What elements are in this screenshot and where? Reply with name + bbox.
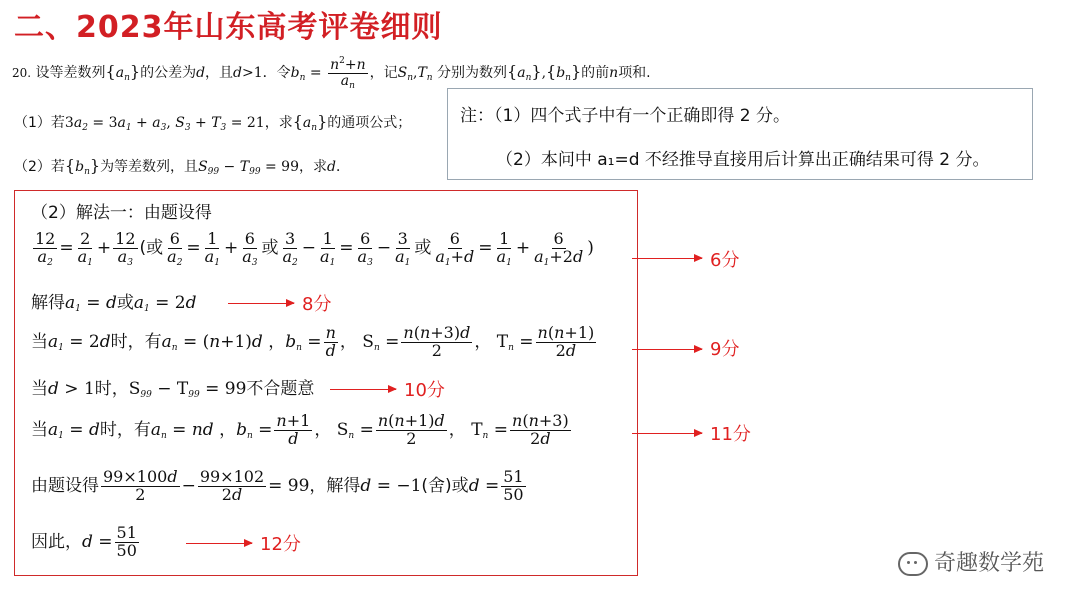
page-title: 二、2023年山东高考评卷细则 [14,10,443,45]
score-arrow-12 [186,543,252,544]
problem-part-2: （2）若$\{b_n\}$为等差数列，且$S_{99} - T_{99} = 99$，求d． [14,156,350,177]
note-line-2: （2）本问中 a₁=d 不经推导直接用后计算出正确结果可得 2 分。 [496,150,990,170]
score-arrow-9 [632,349,702,350]
solution-case-3: 当a1 = d时，有an = nd ，bn = $\frac{n+1}{d}$ ， Sn = $\frac{n(n+1)d}{2}$ ， Tn = $\frac{n(n+3)}{2d}$ [31,411,569,448]
watermark [898,546,1044,577]
score-arrow-8 [228,303,294,304]
score-label-12: 12分 [260,534,301,555]
score-label-10: 10分 [404,380,445,401]
solution-step-solve: 解得a1 = d或a1 = 2d [31,293,197,314]
problem-part-1: （1）若$3a_2 = 3a_1 + a_3$, $S_3 + T_3 = 21$，求$\{a_n\}$的通项公式； [14,112,412,133]
score-label-6: 6分 [710,250,740,271]
solution-case-1: 当a1 = 2d时，有an = (n+1)d ，bn = $\frac{n}{d}$ ， Sn = $\frac{n(n+3)d}{2}$ ， Tn = $\frac{n(n+1)}{2d}$ [31,323,595,360]
solution-header: （2）解法一：由题设得 [31,203,212,223]
solution-box [14,190,638,576]
solution-case-2: 当d > 1时，S99 − T99 = 99不合题意 [31,379,315,400]
score-arrow-11 [632,433,702,434]
score-label-8: 8分 [302,294,332,315]
score-label-9: 9分 [710,339,740,360]
solution-step-equations: $\frac{12}{a2}$ = $\frac{2}{a1}$ + $\frac{12}{a3}$ (或 $\frac{6}{a2}$ = $\frac{1}{a1}$ + $\frac{6}{a3}$ 或 $\frac{3}{a2}$ − $\frac{1}{a1}$ = $\frac{6}{a3}$ − $\frac{3}{a1}$ 或 $\frac{6}{a1+d}$ = $\frac{1}{a1}$ + $\frac{6}{a1+2d}$ ) [35,229,594,268]
score-arrow-10 [330,389,396,390]
solution-equation: 由题设得 $\frac{99\times 100d}{2}$ − $\frac{99\times 102}{2d}$ = 99，解得d = −1(舍)或d = $\frac{51}{50}$ [31,467,524,504]
grading-note-box [447,88,1033,180]
problem-line-1: 20. 设等差数列$\{a_n\}$的公差为d，且d>1．令$b_n$ = $\frac{n^2+n}{a_n}$ ，记$S_n,T_n$ 分别为数列$\{a_n\},\{b_n\}$的前n项和. [12,56,651,91]
wechat-icon [898,552,928,576]
note-line-1: 注：（1）四个式子中有一个正确即得 2 分。 [460,106,790,126]
solution-conclusion: 因此，d = $\frac{51}{50}$ [31,523,137,560]
score-label-11: 11分 [710,424,751,445]
score-arrow-6 [632,258,702,259]
watermark-text: 奇趣数学苑 [933,551,1044,576]
